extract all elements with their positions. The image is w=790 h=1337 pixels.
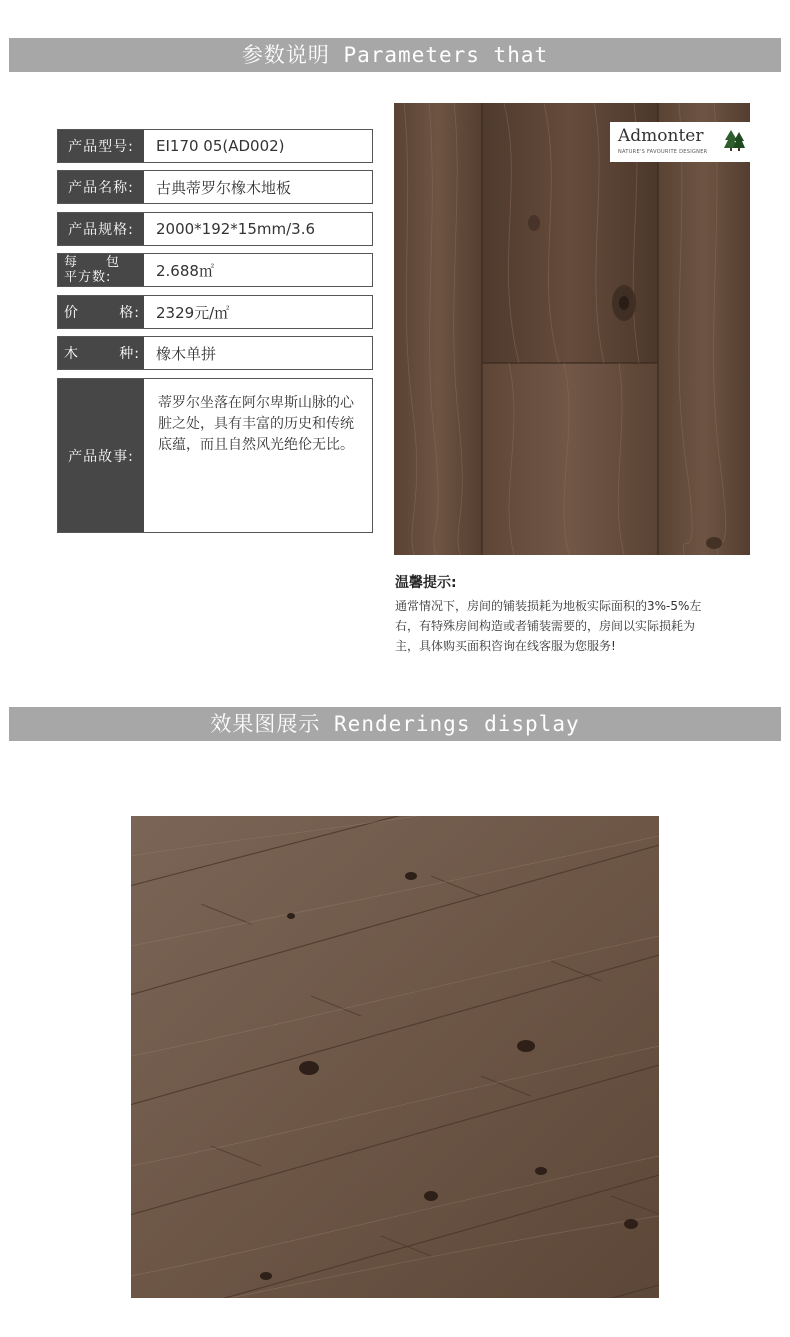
- section-header-parameters: [9, 38, 781, 72]
- section-header-renderings: [9, 707, 781, 741]
- story-text: 蒂罗尔坐落在阿尔卑斯山脉的心脏之处，具有丰富的历史和传统底蕴，而且自然风光绝伦无比。: [158, 395, 354, 453]
- brand-tagline: NATURE'S FAVOURITE DESIGNER: [618, 149, 708, 155]
- param-label-part-b: 种:: [119, 346, 140, 362]
- param-label: [58, 254, 144, 286]
- param-row-name: [57, 170, 373, 204]
- tips-panel: [395, 572, 705, 656]
- param-label: 产品故事:: [58, 379, 144, 532]
- tree-icon: [724, 128, 746, 152]
- section-title: 效果图展示 Renderings display: [210, 712, 580, 736]
- param-row-story: [57, 378, 373, 533]
- param-label: 产品规格:: [58, 213, 144, 245]
- param-label-line1: 每 包: [64, 255, 121, 270]
- param-label-part-a: 价: [64, 305, 79, 321]
- param-label: 产品型号:: [58, 130, 144, 162]
- param-row-spec: [57, 212, 373, 246]
- section-title: 参数说明 Parameters that: [241, 43, 549, 67]
- param-value: 2.688㎡: [156, 261, 214, 280]
- param-label-part-b: 格:: [119, 305, 140, 321]
- tips-title: 温馨提示:: [395, 575, 457, 591]
- param-label: 产品名称:: [58, 171, 144, 203]
- product-swatch-image: [394, 103, 750, 555]
- param-row-price: [57, 295, 373, 329]
- param-value: 橡木单拼: [156, 344, 217, 363]
- param-label-part-a: 木: [64, 346, 79, 362]
- param-value: EI170 05(AD002): [156, 137, 285, 155]
- param-row-wood-type: [57, 336, 373, 370]
- param-value: 2329元/㎡: [156, 303, 230, 322]
- param-value: 2000*192*15mm/3.6: [156, 220, 316, 238]
- param-row-model: [57, 129, 373, 163]
- brand-name: Admonter: [618, 126, 704, 146]
- brand-logo: [610, 122, 750, 162]
- wood-planks-graphic: [394, 103, 750, 555]
- param-row-area-per-pack: [57, 253, 373, 287]
- param-label-line2: 平方数:: [64, 270, 112, 285]
- param-label: [58, 296, 144, 328]
- floor-rendering-graphic: [131, 816, 659, 1298]
- param-label: [58, 337, 144, 369]
- tips-body: 通常情况下，房间的铺装损耗为地板实际面积的3%-5%左右，有特殊房间构造或者铺装需要的，房间以实际损耗为主，具体购买面积咨询在线客服为您服务!: [395, 599, 702, 653]
- rendering-image: [131, 816, 659, 1298]
- param-value: 古典蒂罗尔橡木地板: [156, 178, 292, 197]
